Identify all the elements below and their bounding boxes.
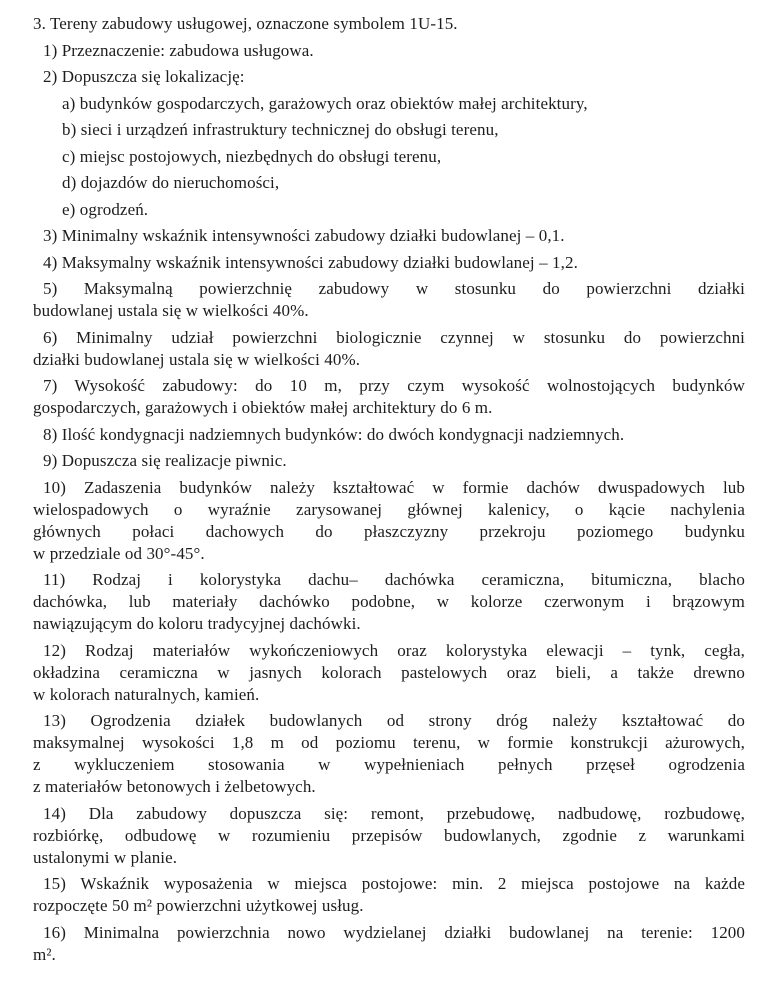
- text-line: 16) Minimalna powierzchnia nowo wydzielanej działki budowlanej na terenie: 1200: [43, 922, 745, 942]
- text-line: 4) Maksymalny wskaźnik intensywności zabudowy działki budowlanej – 1,2.: [43, 252, 578, 272]
- text-line: budowlanej ustala się w wielkości 40%.: [33, 301, 309, 320]
- text-line: maksymalnej wysokości 1,8 m od poziomu terenu, w formie konstrukcji ażurowych,: [33, 733, 745, 752]
- list-item: [33, 252, 745, 274]
- list-item: [33, 278, 745, 322]
- list-item: [33, 569, 745, 635]
- text-line: wielospadowych o wyraźnie zarysowanej głównej kalenicy, o kącie nachylenia: [33, 499, 745, 519]
- text-line: 5) Maksymalną powierzchnię zabudowy w stosunku do powierzchni działki: [43, 279, 745, 298]
- text-line: c) miejsc postojowych, niezbędnych do obsługi terenu,: [62, 146, 442, 166]
- list-subitem: [33, 119, 745, 141]
- text-line: okładzina ceramiczna w jasnych kolorach pastelowych oraz bieli, a także drewno: [33, 662, 745, 682]
- list-item: [33, 477, 745, 565]
- list-item: [33, 424, 745, 446]
- text-line: 14) Dla zabudowy dopuszcza się: remont, przebudowę, nadbudowę, rozbudowę,: [43, 803, 745, 823]
- text-line: działki budowlanej ustala się w wielkości 40%.: [33, 349, 361, 369]
- list-subitem: [33, 93, 745, 115]
- list-subitem: [33, 199, 745, 221]
- list-item: [33, 225, 745, 247]
- list-item: [33, 710, 745, 798]
- text-line: 7) Wysokość zabudowy: do 10 m, przy czym wysokość wolnostojących budynków: [43, 376, 745, 395]
- text-line: 9) Dopuszcza się realizacje piwnic.: [43, 451, 287, 470]
- text-line: w przedziale od 30°-45°.: [33, 543, 205, 563]
- list-subitem: [33, 172, 745, 194]
- text-line: 8) Ilość kondygnacji nadziemnych budynków: do dwóch kondygnacji nadziemnych.: [43, 424, 625, 444]
- text-line: 11) Rodzaj i kolorystyka dachu– dachówka ceramiczna, bitumiczna, blacho: [43, 570, 745, 589]
- list-item: [33, 375, 745, 419]
- list-item: [33, 450, 745, 472]
- text-line: 15) Wskaźnik wyposażenia w miejsca postojowe: min. 2 miejsca postojowe na każde: [43, 874, 745, 893]
- text-line: w kolorach naturalnych, kamień.: [33, 684, 260, 704]
- text-line: dachówka, lub materiały dachówko podobne, w kolorze czerwonym i brązowym: [33, 592, 745, 611]
- text-line: d) dojazdów do nieruchomości,: [62, 173, 280, 192]
- text-line: rozpoczęte 50 m² powierzchni użytkowej usług.: [33, 896, 364, 915]
- text-line: e) ogrodzeń.: [62, 199, 149, 219]
- text-line: 3. Tereny zabudowy usługowej, oznaczone symbolem 1U-15.: [33, 14, 458, 33]
- text-line: z wykluczeniem stosowania w wypełnieniach pełnych przęseł ogrodzenia: [33, 755, 745, 774]
- text-line: a) budynków gospodarczych, garażowych oraz obiektów małej architektury,: [62, 93, 588, 113]
- text-line: z materiałów betonowych i żelbetowych.: [33, 777, 316, 796]
- text-line: nawiązującym do koloru tradycyjnej dachówki.: [33, 614, 361, 633]
- text-line: rozbiórkę, odbudowę w rozumieniu przepisów budowlanych, zgodnie z warunkami: [33, 825, 745, 845]
- list-item: [33, 66, 745, 88]
- text-line: m².: [33, 944, 56, 964]
- text-line: 6) Minimalny udział powierzchni biologicznie czynnej w stosunku do powierzchni: [43, 327, 745, 347]
- text-line: 10) Zadaszenia budynków należy kształtować w formie dachów dwuspadowych lub: [43, 477, 745, 497]
- text-line: 13) Ogrodzenia działek budowlanych od strony dróg należy kształtować do: [43, 711, 745, 730]
- list-item: [33, 922, 745, 966]
- text-line: 12) Rodzaj materiałów wykończeniowych oraz kolorystyka elewacji – tynk, cegła,: [43, 640, 745, 660]
- list-item: [33, 803, 745, 869]
- text-line: 3) Minimalny wskaźnik intensywności zabudowy działki budowlanej – 0,1.: [43, 226, 565, 245]
- text-line: gospodarczych, garażowych i obiektów małej architektury do 6 m.: [33, 398, 493, 417]
- text-line: 2) Dopuszcza się lokalizację:: [43, 67, 245, 86]
- text-line: głównych połaci dachowych do płaszczyzny przekroju poziomego budynku: [33, 521, 745, 541]
- text-line: 1) Przeznaczenie: zabudowa usługowa.: [43, 40, 314, 60]
- list-subitem: [33, 146, 745, 168]
- text-line: b) sieci i urządzeń infrastruktury technicznej do obsługi terenu,: [62, 120, 499, 139]
- text-line: ustalonymi w planie.: [33, 847, 178, 867]
- list-item: [33, 640, 745, 706]
- list-item: [33, 40, 745, 62]
- list-item: [33, 873, 745, 917]
- section-heading: [33, 13, 745, 35]
- list-item: [33, 327, 745, 371]
